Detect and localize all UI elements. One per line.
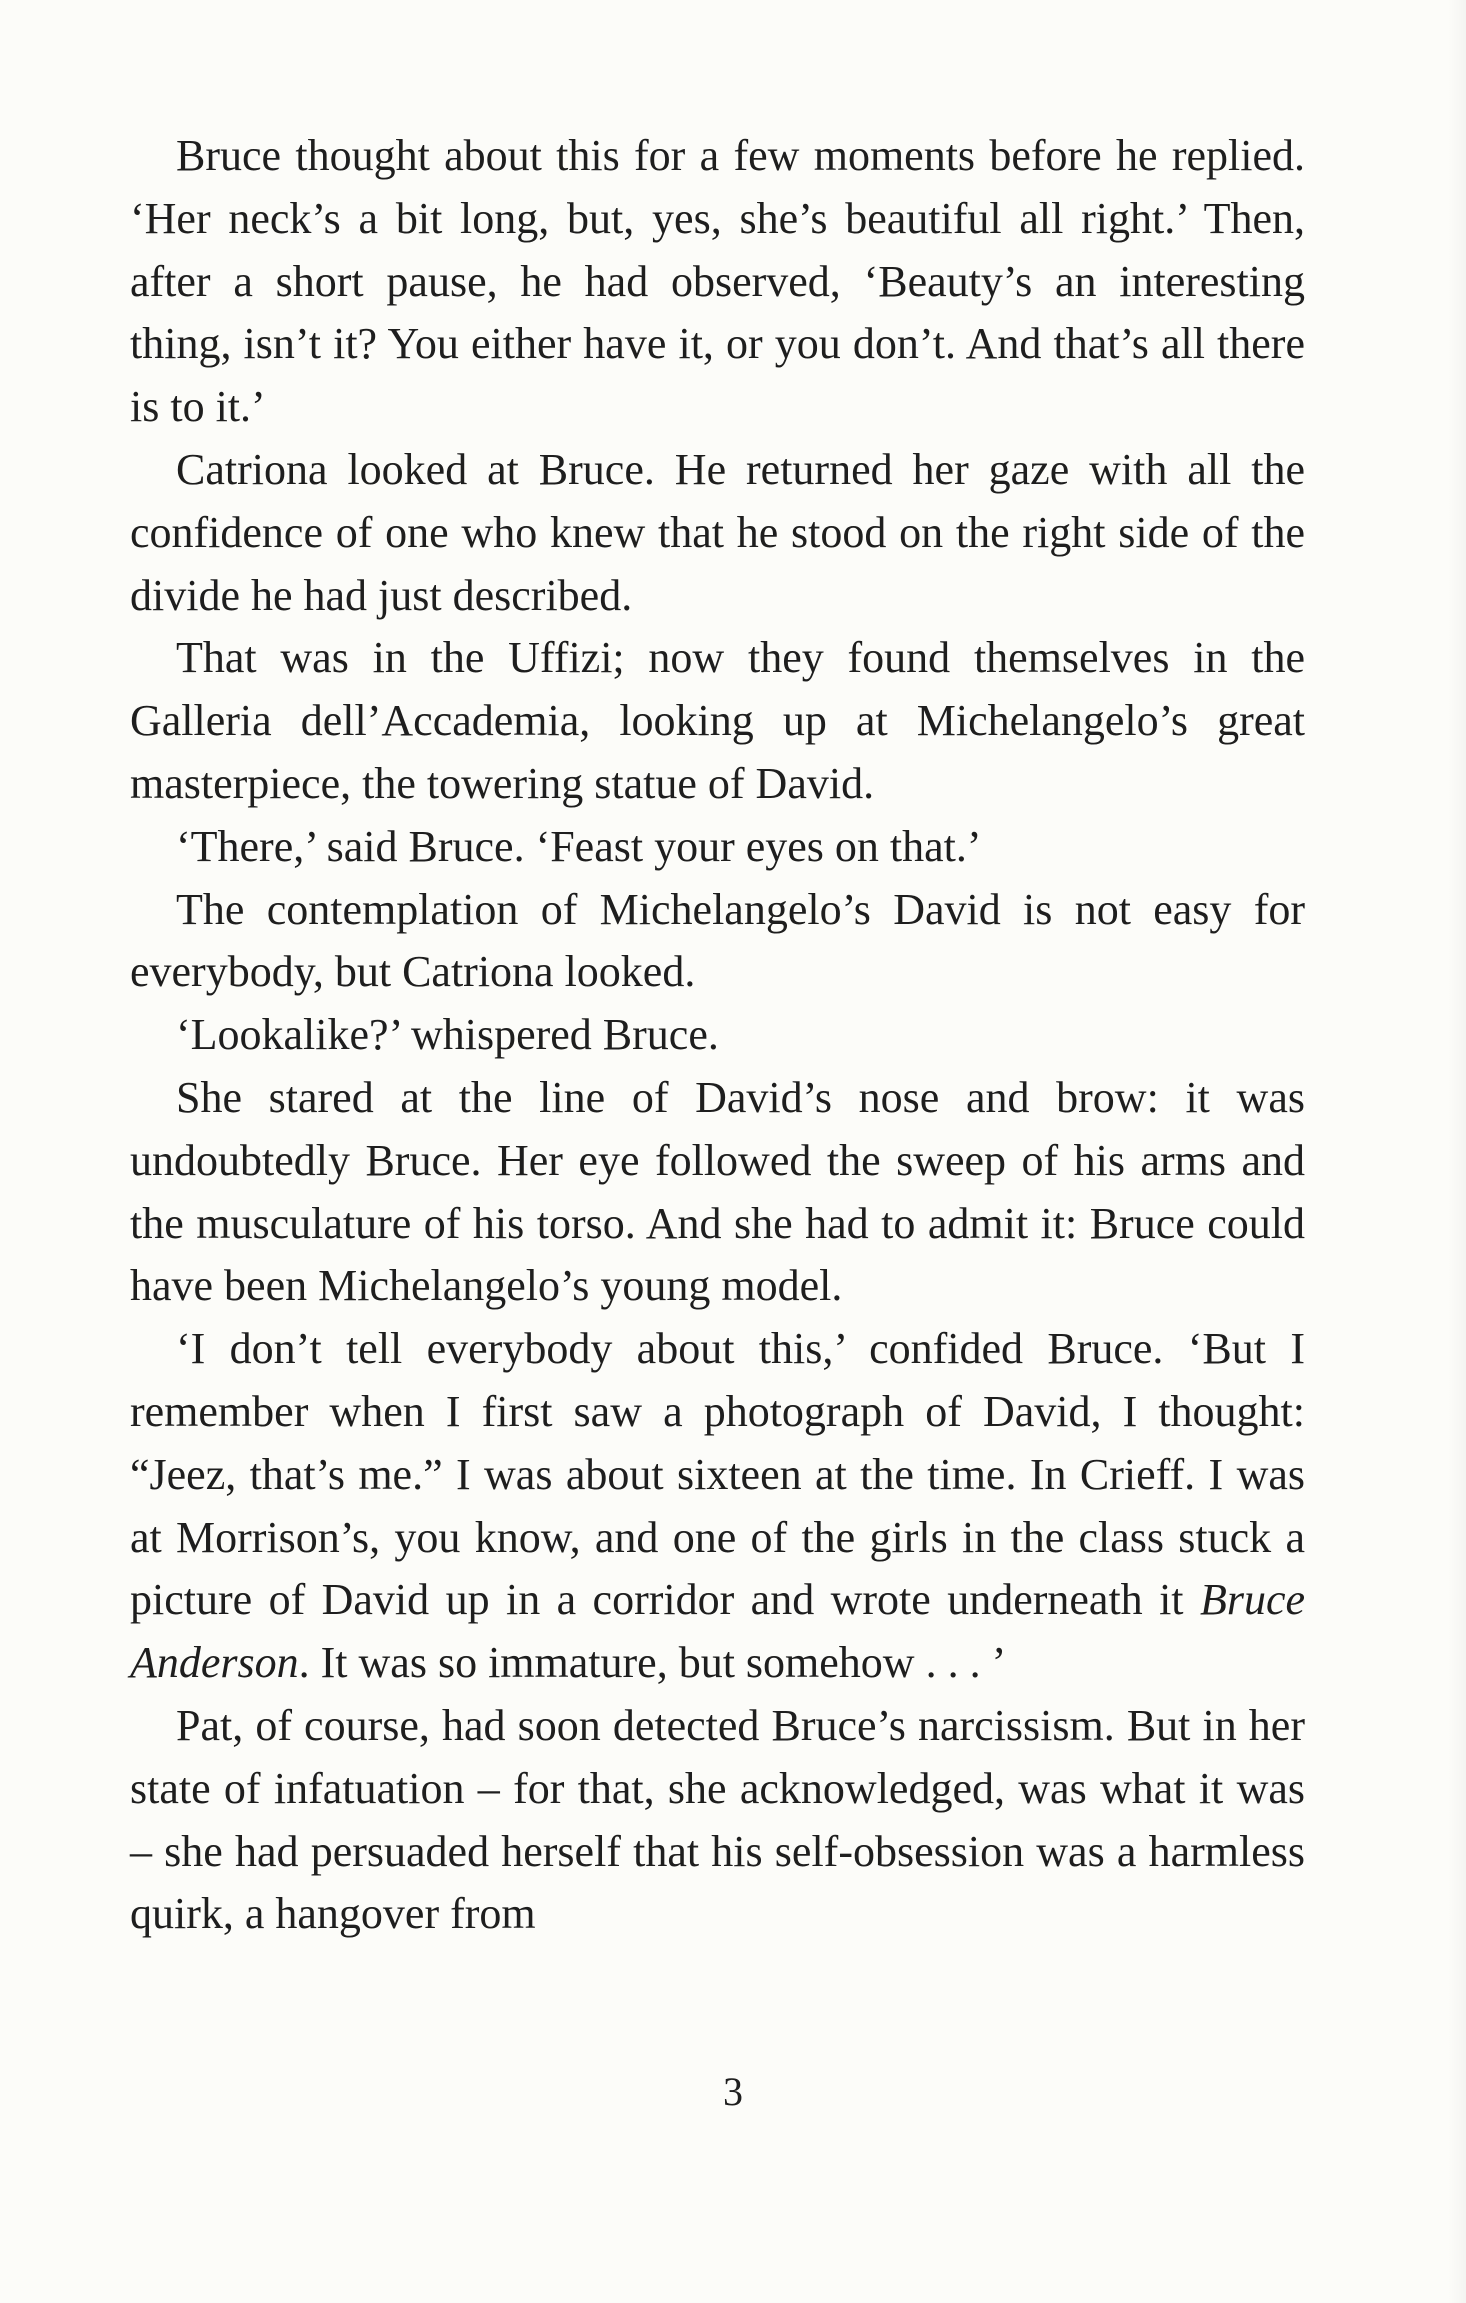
text-run: ‘I don’t tell everybody about this,’ confided Bruce. ‘But I remember when I first saw a photograph of David, I thought: “Jeez, that’s me.” I was about sixteen at the time. In Crieff. I was at Morrison’s, you know, and one of the girls in the class stuck a picture of David up in a corridor and wrote underneath it [130, 1324, 1305, 1625]
page-edge-shadow [1448, 0, 1466, 2303]
paragraph [130, 1004, 1305, 1067]
text-run: . It was so immature, but somehow . . . ’ [298, 1638, 1007, 1688]
paragraph [130, 125, 1305, 439]
paragraph [130, 1695, 1305, 1946]
body-text [130, 125, 1305, 1946]
text-run: ‘There,’ said Bruce. ‘Feast your eyes on that.’ [176, 821, 982, 871]
paragraph [130, 816, 1305, 879]
page-number: 3 [723, 2069, 743, 2114]
paragraph [130, 627, 1305, 815]
paragraph [130, 439, 1305, 627]
text-run: That was in the Uffizi; now they found themselves in the Galleria dell’Accademia, looking up at Michelangelo’s great masterpiece, the towering statue of David. [130, 633, 1305, 808]
italic-text: Bruce Anderson [130, 1575, 1305, 1688]
text-run: Catriona looked at Bruce. He returned her gaze with all the confidence of one who knew that he stood on the right side of the divide he had just described. [130, 444, 1305, 620]
text-run: Bruce thought about this for a few moments before he replied. ‘Her neck’s a bit long, but, yes, she’s beautiful all right.’ Then, after a short pause, he had observed, ‘Beauty’s an interesting thing, isn’t it? You either have it, or you don’t. And that’s all there is to it.’ [130, 131, 1305, 432]
paragraph [130, 879, 1305, 1005]
paragraph [130, 1067, 1305, 1318]
text-run: ‘Lookalike?’ whispered Bruce. [176, 1010, 719, 1060]
paragraph [130, 1318, 1305, 1695]
text-run: Pat, of course, had soon detected Bruce’s narcissism. But in her state of infatuation – for that, she acknowledged, was what it was – she had persuaded herself that his self-obsession was a harmless quirk, a hangover from [130, 1700, 1305, 1939]
text-run: She stared at the line of David’s nose and brow: it was undoubtedly Bruce. Her eye followed the sweep of his arms and the musculature of his torso. And she had to admit it: Bruce could have been Michelangelo’s young model. [130, 1072, 1305, 1311]
text-run: The contemplation of Michelangelo’s David is not easy for everybody, but Catriona looked. [130, 884, 1305, 997]
